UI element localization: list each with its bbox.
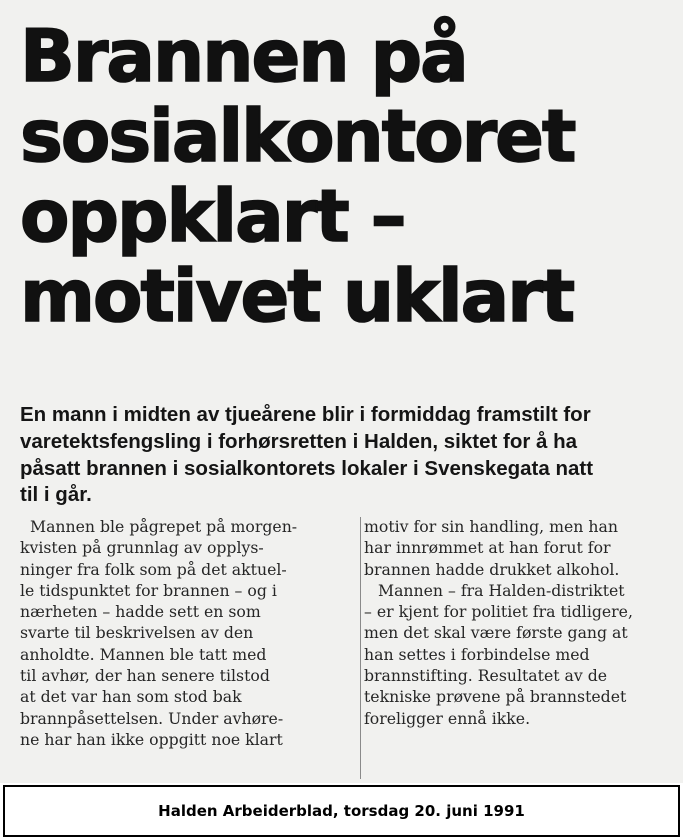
lead-line: varetektsfengsling i forhørsretten i Halden, siktet for å ha (20, 429, 578, 453)
lead-line: En mann i midten av tjueårene blir i formiddag framstilt for (20, 403, 591, 426)
body-line: har innrømmet at han forut for (364, 538, 611, 558)
lead-paragraph (20, 402, 680, 509)
body-line: Mannen – fra Halden-distriktet (378, 580, 625, 600)
source-caption: Halden Arbeiderblad, torsdag 20. juni 1991 (158, 802, 525, 820)
body-line: kvisten på grunnlag av opplys- (20, 538, 264, 558)
body-line: tekniske prøvene på brannstedet (364, 687, 627, 707)
body-line: brannpåsettelsen. Under avhøre- (20, 708, 284, 728)
body-line: ninger fra folk som på det aktuel- (20, 559, 287, 579)
body-line: – er kjent for politiet fra tidligere, (364, 602, 633, 622)
body-line: Mannen ble pågrepet på morgen- (30, 517, 298, 536)
body-line: le tidspunktet for brannen – og i (20, 580, 277, 600)
body-line: brannstifting. Resultatet av de (364, 666, 608, 686)
body-line: men det skal være første gang at (364, 623, 628, 643)
headline (20, 16, 680, 336)
source-caption-box (3, 785, 680, 837)
body-line: han settes i forbindelse med (364, 644, 590, 664)
body-line: til avhør, der han senere tilstod (20, 666, 270, 686)
body-line: nærheten – hadde sett en som (20, 602, 261, 622)
headline-line: motivet uklart (20, 254, 574, 338)
body-column-right (364, 516, 674, 729)
headline-line: sosialkontoret (20, 94, 575, 178)
body-line: brannen hadde drukket alkohol. (364, 559, 620, 579)
body-line: anholdte. Mannen ble tatt med (20, 644, 267, 664)
body-line: at det var han som stod bak (20, 687, 242, 707)
body-line: ne har han ikke oppgitt noe klart (20, 729, 283, 749)
body-line: foreligger ennå ikke. (364, 708, 531, 728)
lead-line: til i går. (20, 483, 92, 507)
headline-line: oppklart – (20, 174, 405, 258)
headline-line: Brannen på (20, 14, 467, 98)
lead-line: påsatt brannen i sosialkontorets lokaler i Svenskegata natt (20, 456, 594, 480)
column-divider (360, 517, 361, 779)
body-line: motiv for sin handling, men han (364, 517, 618, 536)
body-line: svarte til beskrivelsen av den (20, 623, 254, 643)
body-column-left (20, 516, 355, 750)
